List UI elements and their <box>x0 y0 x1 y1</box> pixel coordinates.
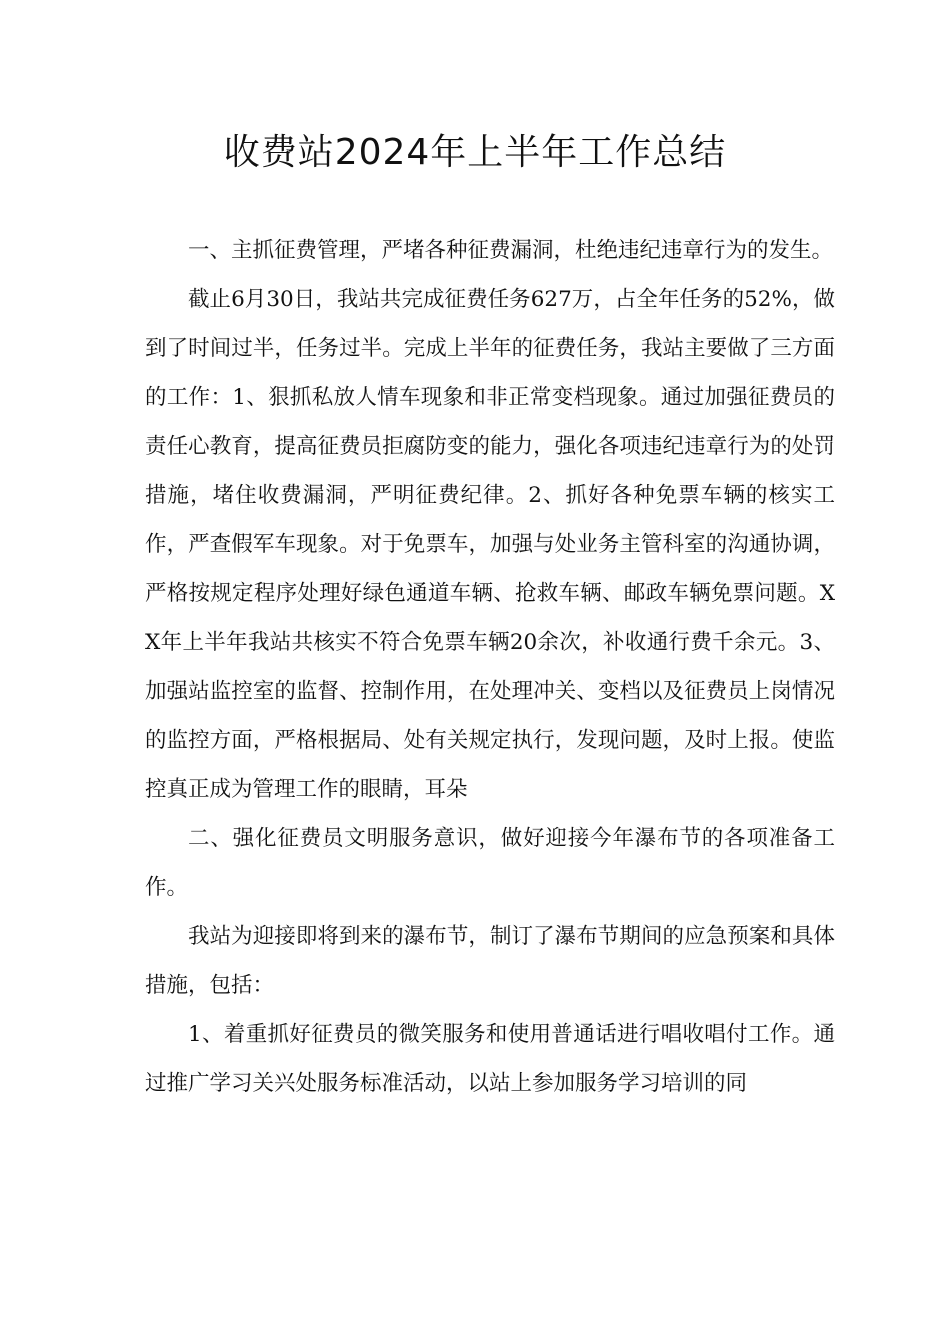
document-title: 收费站2024年上半年工作总结 <box>223 132 727 173</box>
document-body <box>145 226 835 1108</box>
paragraph-section-two-item-one: 1、着重抓好征费员的微笑服务和使用普通话进行唱收唱付工作。通过推广学习关兴处服务标准活动，以站上参加服务学习培训的同 <box>145 1022 835 1096</box>
paragraph-section-two-intro: 我站为迎接即将到来的瀑布节，制订了瀑布节期间的应急预案和具体措施，包括： <box>145 924 835 998</box>
paragraph-section-one-heading: 一、主抓征费管理，严堵各种征费漏洞，杜绝违纪违章行为的发生。 <box>188 238 834 263</box>
paragraph-section-one-body: 截止6月30日，我站共完成征费任务627万，占全年任务的52%，做到了时间过半，任务过半。完成上半年的征费任务，我站主要做了三方面的工作：1、狠抓私放人情车现象和非正常变档现象。通过加强征费员的责任心教育，提高征费员拒腐防变的能力，强化各项违纪违章行为的处罚措施，堵住收费漏洞，严明征费纪律。2、抓好各种免票车辆的核实工作，严查假军车现象。对于免票车，加强与处业务主管科室的沟通协调，严格按规定程序处理好绿色通道车辆、抢救车辆、邮政车辆免票问题。XX年上半年我站共核实不符合免票车辆20余次，补收通行费千余元。3、加强站监控室的监督、控制作用，在处理冲关、变档以及征费员上岗情况的监控方面，严格根据局、处有关规定执行，发现问题，及时上报。使监控真正成为管理工作的眼睛，耳朵 <box>145 287 835 802</box>
paragraph-section-two-heading: 二、强化征费员文明服务意识，做好迎接今年瀑布节的各项准备工作。 <box>145 826 835 900</box>
